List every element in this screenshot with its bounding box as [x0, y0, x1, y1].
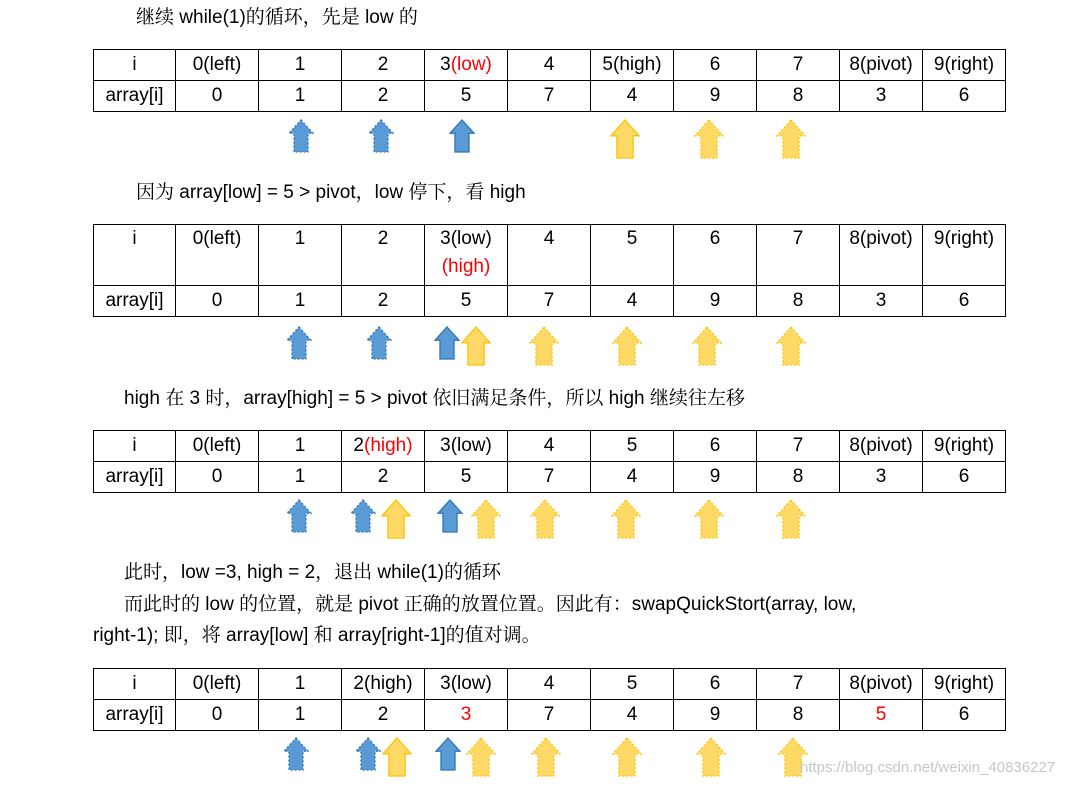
yellow-up-arrow-icon	[466, 737, 496, 777]
yellow-up-arrow-icon	[694, 499, 724, 539]
value-cell: 2	[342, 286, 425, 317]
value-cell: 0	[176, 462, 259, 493]
index-cell	[176, 50, 259, 81]
index-cell	[342, 225, 425, 286]
pointer-label: (high)	[441, 256, 491, 277]
value-cell: 3	[425, 700, 508, 731]
caption-3: high 在 3 时，array[high] = 5 > pivot 依旧满足条件，所以 high 继续往左移	[124, 388, 745, 409]
array-table-1	[93, 49, 1006, 112]
yellow-up-arrow-icon	[612, 326, 642, 366]
value-cell: 1	[259, 81, 342, 112]
index-cell	[591, 50, 674, 81]
index-cell	[591, 669, 674, 700]
index-cell	[425, 431, 508, 462]
index-text: 6	[709, 435, 721, 456]
index-text: 8(pivot)	[849, 435, 913, 456]
index-text: 7	[792, 54, 804, 75]
value-row	[94, 81, 1006, 112]
index-text: 9(right)	[933, 435, 995, 456]
index-cell	[923, 431, 1006, 462]
index-cell	[342, 669, 425, 700]
value-cell: 5	[425, 286, 508, 317]
index-text: 9(right)	[933, 673, 995, 694]
index-cell	[840, 225, 923, 286]
index-cell	[176, 431, 259, 462]
yellow-up-arrow-icon	[529, 326, 559, 366]
row-label-i: i	[94, 669, 176, 700]
value-cell: 9	[674, 462, 757, 493]
yellow-up-arrow-icon	[530, 499, 560, 539]
index-cell	[757, 225, 840, 286]
value-cell: 3	[840, 81, 923, 112]
value-cell: 6	[923, 700, 1006, 731]
index-cell	[757, 50, 840, 81]
yellow-up-arrow-icon	[461, 326, 491, 366]
index-cell	[342, 431, 425, 462]
blue-up-arrow-icon	[366, 326, 392, 360]
index-text: 4	[543, 673, 555, 694]
index-text: 5	[626, 673, 638, 694]
index-cell	[259, 669, 342, 700]
index-cell	[674, 669, 757, 700]
index-text: 0(left)	[192, 228, 242, 249]
row-label-array: array[i]	[94, 462, 176, 493]
array-table-4	[93, 668, 1006, 731]
yellow-up-arrow-icon	[381, 499, 411, 539]
index-text: 3(low)	[440, 435, 492, 456]
yellow-up-arrow-icon	[776, 499, 806, 539]
value-cell: 1	[259, 700, 342, 731]
value-row	[94, 286, 1006, 317]
index-text: 5	[626, 435, 638, 456]
index-text: 7	[792, 228, 804, 249]
index-text: 4	[543, 54, 555, 75]
index-cell	[259, 225, 342, 286]
index-text: 9(right)	[933, 228, 995, 249]
index-cell	[840, 669, 923, 700]
index-cell	[508, 431, 591, 462]
blue-up-arrow-icon	[434, 326, 460, 360]
index-text: 1	[294, 673, 306, 694]
index-cell	[757, 669, 840, 700]
row-label-array: array[i]	[94, 81, 176, 112]
value-cell: 2	[342, 462, 425, 493]
caption-5: 而此时的 low 的位置，就是 pivot 正确的放置位置。因此有：swapQuickStort(array, low,	[124, 594, 857, 615]
value-cell: 8	[757, 700, 840, 731]
index-text: 2	[377, 228, 389, 249]
index-row	[94, 225, 1006, 286]
value-row	[94, 462, 1006, 493]
index-text: 8(pivot)	[849, 54, 913, 75]
index-cell	[508, 669, 591, 700]
value-cell: 7	[508, 700, 591, 731]
index-text: 2	[353, 435, 364, 456]
value-cell: 9	[674, 81, 757, 112]
yellow-up-arrow-icon	[610, 119, 640, 159]
yellow-up-arrow-icon	[776, 119, 806, 159]
value-cell: 7	[508, 286, 591, 317]
row-label-array: array[i]	[94, 700, 176, 731]
index-text: 7	[792, 673, 804, 694]
value-cell: 3	[840, 462, 923, 493]
value-cell: 7	[508, 81, 591, 112]
index-text: 2	[377, 54, 389, 75]
index-cell	[591, 225, 674, 286]
index-cell	[923, 669, 1006, 700]
index-cell	[757, 431, 840, 462]
caption-2: 因为 array[low] = 5 > pivot，low 停下，看 high	[136, 182, 526, 203]
yellow-up-arrow-icon	[612, 737, 642, 777]
pointer-label: (low)	[450, 54, 492, 75]
value-cell: 6	[923, 81, 1006, 112]
index-cell	[840, 431, 923, 462]
value-cell: 8	[757, 81, 840, 112]
value-cell: 2	[342, 700, 425, 731]
index-cell	[176, 225, 259, 286]
value-cell: 9	[674, 700, 757, 731]
value-cell: 6	[923, 286, 1006, 317]
array-table-2	[93, 224, 1006, 317]
value-cell: 4	[591, 700, 674, 731]
caption-6: right-1); 即，将 array[low] 和 array[right-1]的值对调。	[93, 625, 541, 646]
yellow-up-arrow-icon	[531, 737, 561, 777]
index-cell	[259, 431, 342, 462]
index-text: 2(high)	[353, 673, 413, 694]
index-cell	[923, 50, 1006, 81]
index-text: 4	[543, 228, 555, 249]
value-cell: 1	[259, 462, 342, 493]
value-cell: 3	[840, 286, 923, 317]
blue-up-arrow-icon	[350, 499, 376, 533]
caption-4: 此时，low =3, high = 2，退出 while(1)的循环	[124, 562, 501, 583]
value-cell: 8	[757, 286, 840, 317]
index-text: 8(pivot)	[849, 228, 913, 249]
value-cell: 5	[425, 81, 508, 112]
row-label-i: i	[94, 225, 176, 286]
index-cell	[259, 50, 342, 81]
index-cell	[508, 50, 591, 81]
value-cell: 5	[840, 700, 923, 731]
index-cell	[840, 50, 923, 81]
index-row	[94, 431, 1006, 462]
value-cell: 4	[591, 81, 674, 112]
yellow-up-arrow-icon	[471, 499, 501, 539]
blue-up-arrow-icon	[435, 737, 461, 771]
index-text: 4	[543, 435, 555, 456]
index-row	[94, 50, 1006, 81]
index-cell	[508, 225, 591, 286]
index-text: 5	[626, 228, 638, 249]
value-cell: 9	[674, 286, 757, 317]
row-label-i: i	[94, 50, 176, 81]
value-row	[94, 700, 1006, 731]
row-label-i: i	[94, 431, 176, 462]
value-cell: 0	[176, 286, 259, 317]
blue-up-arrow-icon	[283, 737, 309, 771]
index-text: 1	[294, 228, 306, 249]
index-text: 5(high)	[602, 54, 662, 75]
value-cell: 7	[508, 462, 591, 493]
index-cell	[591, 431, 674, 462]
index-text: 1	[294, 54, 306, 75]
blue-up-arrow-icon	[449, 119, 475, 153]
value-cell: 2	[342, 81, 425, 112]
value-cell: 4	[591, 286, 674, 317]
yellow-up-arrow-icon	[692, 326, 722, 366]
index-text: 3(low)	[440, 228, 492, 249]
yellow-up-arrow-icon	[696, 737, 726, 777]
index-text: 0(left)	[192, 54, 242, 75]
yellow-up-arrow-icon	[694, 119, 724, 159]
value-cell: 8	[757, 462, 840, 493]
value-cell: 1	[259, 286, 342, 317]
blue-up-arrow-icon	[355, 737, 381, 771]
pointer-label: (high)	[364, 435, 413, 456]
index-text: 7	[792, 435, 804, 456]
index-text: 3	[440, 54, 451, 75]
watermark: https://blog.csdn.net/weixin_40836227	[800, 759, 1056, 776]
index-text: 6	[709, 673, 721, 694]
value-cell: 5	[425, 462, 508, 493]
index-row	[94, 669, 1006, 700]
index-cell	[923, 225, 1006, 286]
index-text: 0(left)	[192, 435, 242, 456]
blue-up-arrow-icon	[437, 499, 463, 533]
value-cell: 0	[176, 700, 259, 731]
index-cell	[674, 50, 757, 81]
index-cell	[342, 50, 425, 81]
index-cell	[176, 669, 259, 700]
row-label-array: array[i]	[94, 286, 176, 317]
caption-1: 继续 while(1)的循环，先是 low 的	[136, 7, 418, 28]
blue-up-arrow-icon	[368, 119, 394, 153]
value-cell: 6	[923, 462, 1006, 493]
index-cell	[674, 225, 757, 286]
index-text: 8(pivot)	[849, 673, 913, 694]
index-cell	[425, 50, 508, 81]
yellow-up-arrow-icon	[611, 499, 641, 539]
array-table-3	[93, 430, 1006, 493]
blue-up-arrow-icon	[286, 326, 312, 360]
index-text: 3(low)	[440, 673, 492, 694]
value-cell: 0	[176, 81, 259, 112]
index-text: 6	[709, 54, 721, 75]
index-cell	[425, 669, 508, 700]
index-cell	[425, 225, 508, 286]
blue-up-arrow-icon	[286, 499, 312, 533]
index-cell	[674, 431, 757, 462]
blue-up-arrow-icon	[288, 119, 314, 153]
index-text: 1	[294, 435, 306, 456]
index-text: 9(right)	[933, 54, 995, 75]
yellow-up-arrow-icon	[382, 737, 412, 777]
index-text: 6	[709, 228, 721, 249]
index-text: 0(left)	[192, 673, 242, 694]
yellow-up-arrow-icon	[776, 326, 806, 366]
value-cell: 4	[591, 462, 674, 493]
